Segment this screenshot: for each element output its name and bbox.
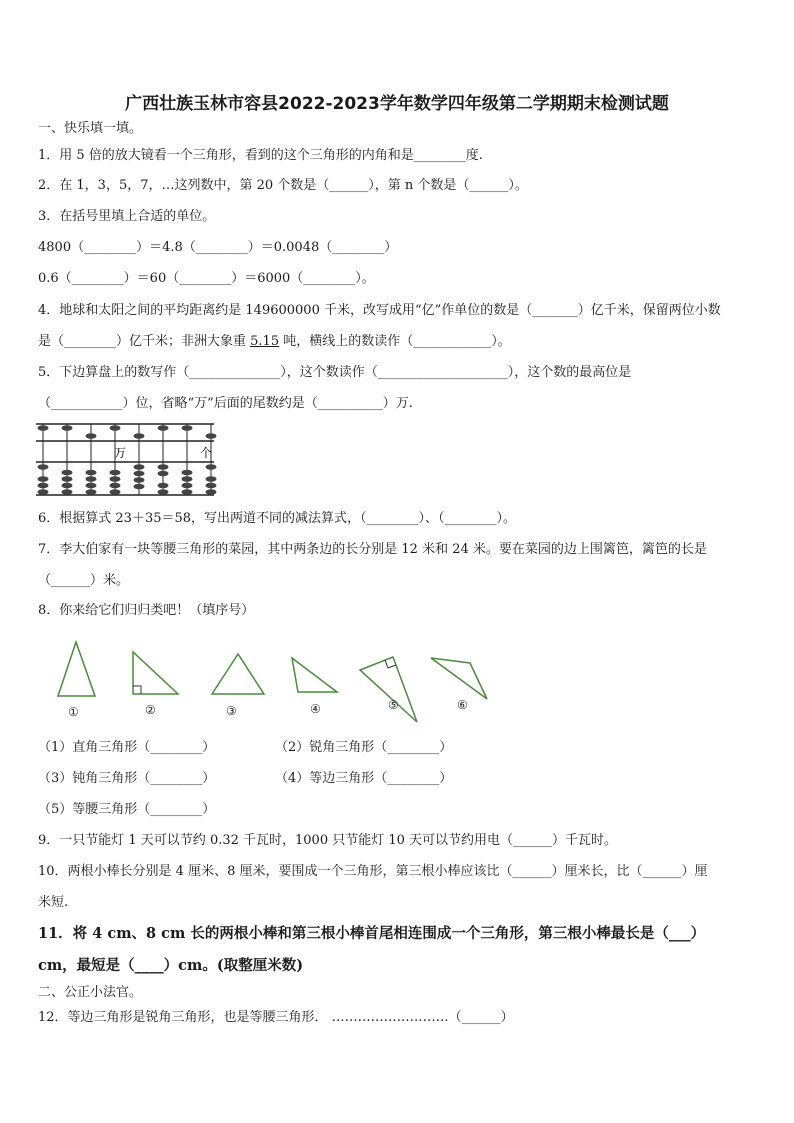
abacus-upper-bead: [110, 425, 121, 431]
question-1: 1．用 5 倍的放大镜看一个三角形，看到的这个三角形的内角和是________度.: [38, 148, 483, 163]
question-2: 2．在 1，3，5，7，…这列数中，第 20 个数是（______），第 n 个数是（______）。: [38, 178, 528, 193]
abacus-lower-bead: [38, 476, 49, 482]
shape-label-3: ③: [226, 704, 237, 718]
page-title: 广西壮族玉林市容县2022-2023学年数学四年级第二学期期末检测试题: [125, 94, 669, 114]
abacus-lower-bead: [110, 489, 121, 495]
abacus-lower-bead: [134, 464, 145, 470]
shape-label-5: ⑤: [388, 698, 399, 712]
abacus-lower-bead: [182, 489, 193, 495]
shape-label-1: ①: [68, 705, 79, 719]
q8-item-2: （2）锐角三角形（________）: [275, 740, 453, 755]
question-5-line-1: 5．下边算盘上的数写作（______________），这个数读作（____________________），这个数的最高位是: [38, 365, 632, 380]
triangle-3: [212, 654, 264, 694]
abacus-lower-bead: [158, 464, 169, 470]
question-4-line-2: [38, 334, 511, 350]
q8-item-1: （1）直角三角形（________）: [38, 740, 216, 755]
underlined-number: 5.15: [250, 334, 280, 349]
abacus-lower-bead: [158, 489, 169, 495]
question-7-line-2: （______）米。: [38, 573, 130, 588]
abacus-lower-bead: [110, 483, 121, 489]
label-ge: 个: [200, 446, 213, 460]
question-9: 9．一只节能灯 1 天可以节约 0.32 千瓦时，1000 只节能灯 10 天可以节约用电（______）千瓦时。: [38, 833, 618, 848]
abacus-lower-bead: [86, 489, 97, 495]
triangle-4: [292, 658, 337, 692]
q8-item-5: （5）等腰三角形（________）: [38, 802, 216, 817]
abacus-beads: [38, 425, 217, 495]
shape-label-6: ⑥: [457, 698, 468, 712]
right-angle-mark: [133, 686, 141, 694]
triangle-labels: [68, 698, 468, 719]
abacus-upper-bead: [134, 433, 145, 439]
abacus-lower-bead: [86, 483, 97, 489]
abacus-lower-bead: [38, 464, 49, 470]
abacus-lower-bead: [134, 484, 145, 490]
question-3: 3．在括号里填上合适的单位。: [38, 209, 216, 224]
abacus-lower-bead: [158, 471, 169, 477]
abacus-upper-bead: [182, 425, 193, 431]
abacus-lower-bead: [110, 476, 121, 482]
abacus-lower-bead: [86, 476, 97, 482]
abacus-lower-bead: [62, 483, 73, 489]
abacus-lower-bead: [134, 471, 145, 477]
question-7-line-1: 7．李大伯家有一块等腰三角形的菜园，其中两条边的长分别是 12 米和 24 米。要在菜园的边上围篱笆，篱笆的长是: [38, 542, 707, 557]
triangle-5: [360, 657, 417, 722]
abacus-lower-bead: [62, 489, 73, 495]
q4-text-b: 吨，横线上的数读作（____________）。: [279, 334, 511, 349]
abacus-lower-bead: [62, 476, 73, 482]
section-1-heading: 一、快乐填一填。: [38, 121, 143, 136]
q4-text-a: 是（________）亿千米；非洲大象重: [38, 334, 251, 349]
abacus-lower-bead: [182, 470, 193, 476]
abacus-upper-bead: [86, 433, 97, 439]
q8-item-3: （3）钝角三角形（________）: [38, 771, 216, 786]
abacus-lower-bead: [86, 470, 97, 476]
section-2-heading: 二、公正小法官。: [38, 985, 143, 1000]
abacus-figure: [36, 423, 216, 498]
abacus-upper-bead: [206, 433, 217, 439]
q8-item-4: （4）等边三角形（________）: [275, 771, 453, 786]
shape-label-4: ④: [310, 702, 321, 716]
abacus-upper-bead: [158, 425, 169, 431]
triangles-figure: [0, 630, 794, 725]
question-3-line-a: 4800（________）＝4.8（________）＝0.0048（________）: [38, 240, 398, 255]
question-5-line-2: （___________）位，省略“万”后面的尾数约是（__________）万.: [38, 396, 413, 411]
abacus-lower-bead: [158, 483, 169, 489]
triangle-1: [58, 642, 95, 696]
question-3-line-b: 0.6（________）＝60（________）＝6000（________）。: [38, 271, 375, 286]
question-12: 12．等边三角形是锐角三角形，也是等腰三角形． ………………………（______）: [38, 1010, 514, 1025]
abacus-lower-bead: [206, 464, 217, 470]
triangle-6: [431, 658, 487, 699]
abacus-lower-bead: [206, 489, 217, 495]
abacus-lower-bead: [206, 476, 217, 482]
abacus-upper-bead: [62, 425, 73, 431]
abacus-lower-bead: [110, 470, 121, 476]
question-10-line-1: 10．两根小棒长分别是 4 厘米、8 厘米，要围成一个三角形，第三根小棒应该比（______）厘米长，比（______）厘: [38, 864, 708, 879]
abacus-upper-bead: [38, 425, 49, 431]
shape-label-2: ②: [145, 703, 156, 717]
question-8: 8．你来给它们归归类吧！（填序号）: [38, 603, 255, 618]
abacus-lower-bead: [206, 483, 217, 489]
question-6: 6．根据算式 23＋35＝58，写出两道不同的减法算式，（________）、（________）。: [38, 511, 517, 526]
question-4-line-1: 4．地球和太阳之间的平均距离约是 149600000 千米，改写成用“亿”作单位的数是（_______）亿千米，保留两位小数: [38, 303, 721, 318]
triangle-2: [133, 652, 178, 694]
abacus-lower-bead: [182, 476, 193, 482]
abacus-lower-bead: [134, 477, 145, 483]
abacus-lower-bead: [62, 470, 73, 476]
abacus-lower-bead: [38, 489, 49, 495]
abacus-lower-bead: [38, 483, 49, 489]
question-10-line-2: 米短.: [38, 895, 69, 910]
question-11-line-1: 11．将 4 cm、8 cm 长的两根小棒和第三根小棒首尾相连围成一个三角形，第三根小棒最长是（___）: [38, 925, 706, 942]
abacus-lower-bead: [182, 483, 193, 489]
question-11-line-2: cm，最短是（____）cm。(取整厘米数): [38, 957, 304, 974]
label-wan: 万: [114, 446, 127, 460]
